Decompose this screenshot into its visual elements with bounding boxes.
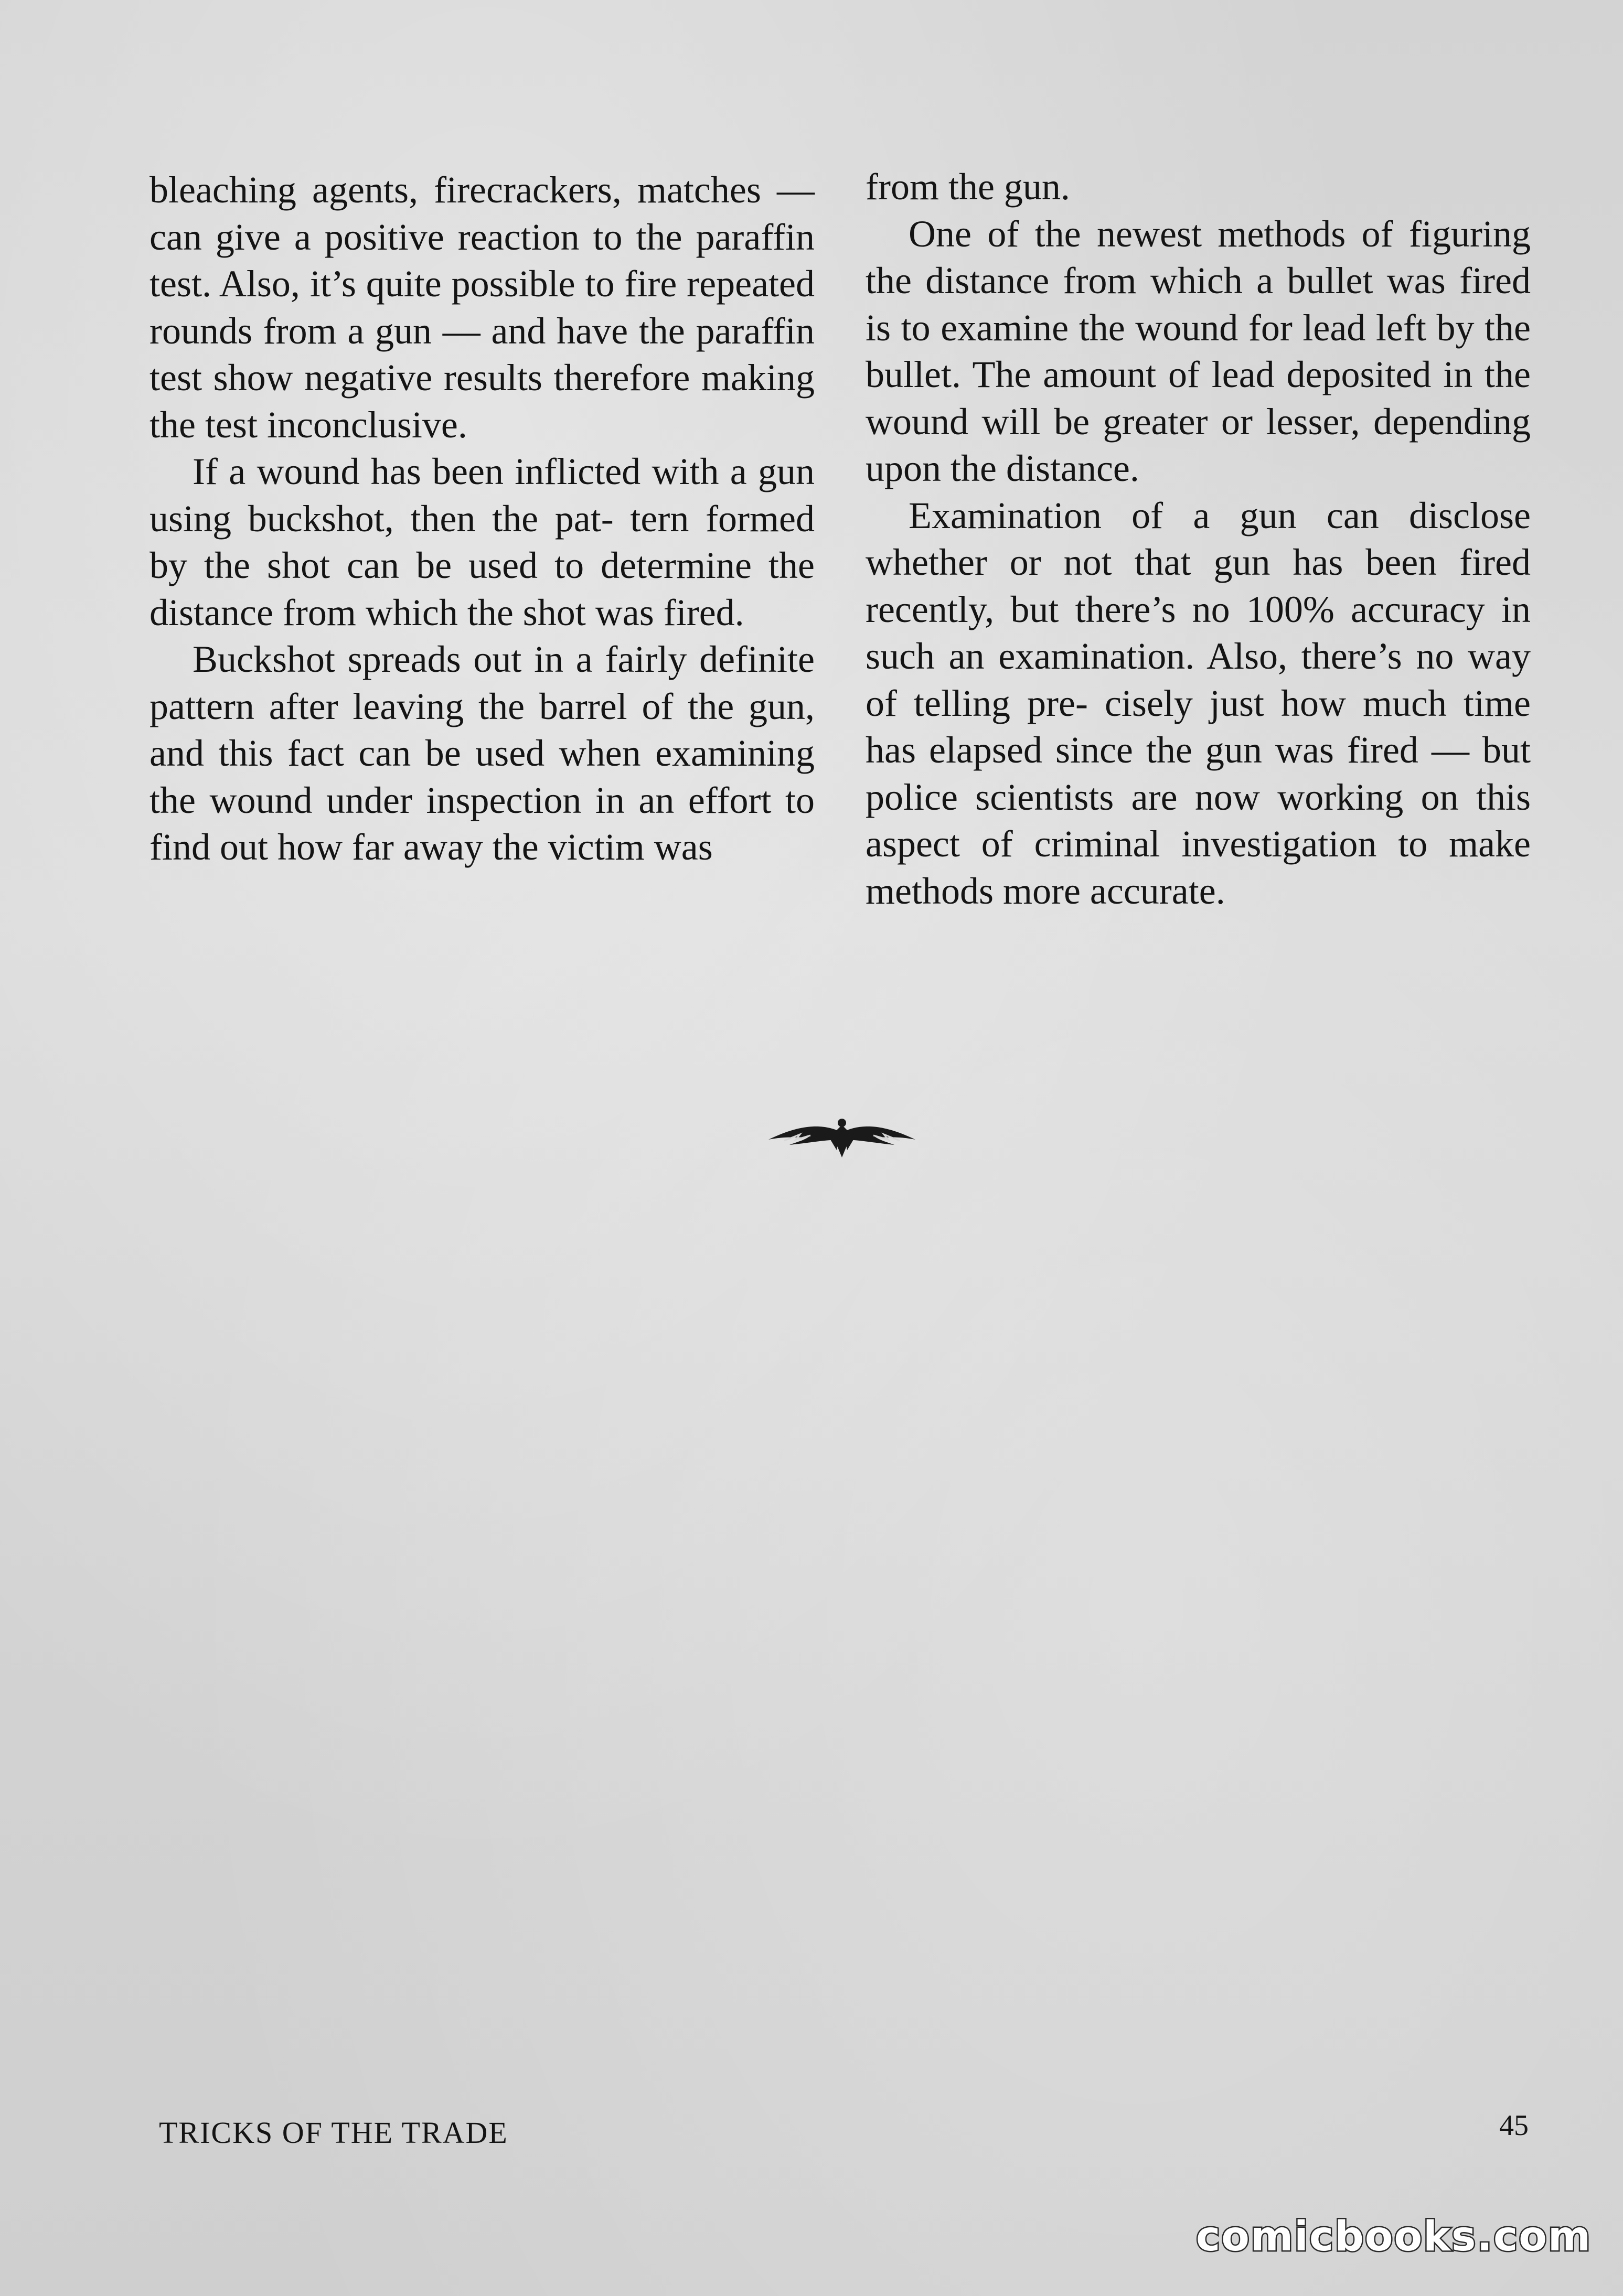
left-column — [150, 167, 815, 871]
paragraph: Examination of a gun can disclose whether or not that gun has been fired recently, but there’s no 100% accuracy in such an examination. Also, there’s no way of telling pre- cisely just how much time has elapsed since the gun was fired — but police scientists are now working on this aspect of criminal investigation to make methods more accurate. — [866, 494, 1531, 912]
paragraph: If a wound has been inflicted with a gun using buckshot, then the pat- tern formed by the shot can be used to determine the distance from which the shot was fired. — [150, 450, 815, 634]
winged-ornament-icon — [763, 1109, 921, 1162]
running-footer-title: TRICKS OF THE TRADE — [159, 2116, 508, 2150]
paragraph: Buckshot spreads out in a fairly definite pattern after leaving the barrel of the gun, and this fact can be used when examining the wound under inspection in an effort to find out how far away the victim was — [150, 638, 815, 868]
page-number: 45 — [1499, 2109, 1529, 2142]
paragraph: bleaching agents, firecrackers, matches — can give a positive reaction to the paraffin test. Also, it’s quite possible to fire repeated rounds from a gun — and have the paraffin test show negative results therefore making the test inconclusive. — [150, 169, 815, 446]
watermark: comicbooks.com — [1196, 2213, 1592, 2260]
paragraph: from the gun. — [866, 166, 1070, 208]
paragraph: One of the newest methods of figuring the distance from which a bullet was fired is to examine the wound for lead left by the bullet. The amount of lead deposited in the wound will be greater or lesser, depending upon the distance. — [866, 212, 1531, 489]
right-column — [866, 164, 1531, 915]
